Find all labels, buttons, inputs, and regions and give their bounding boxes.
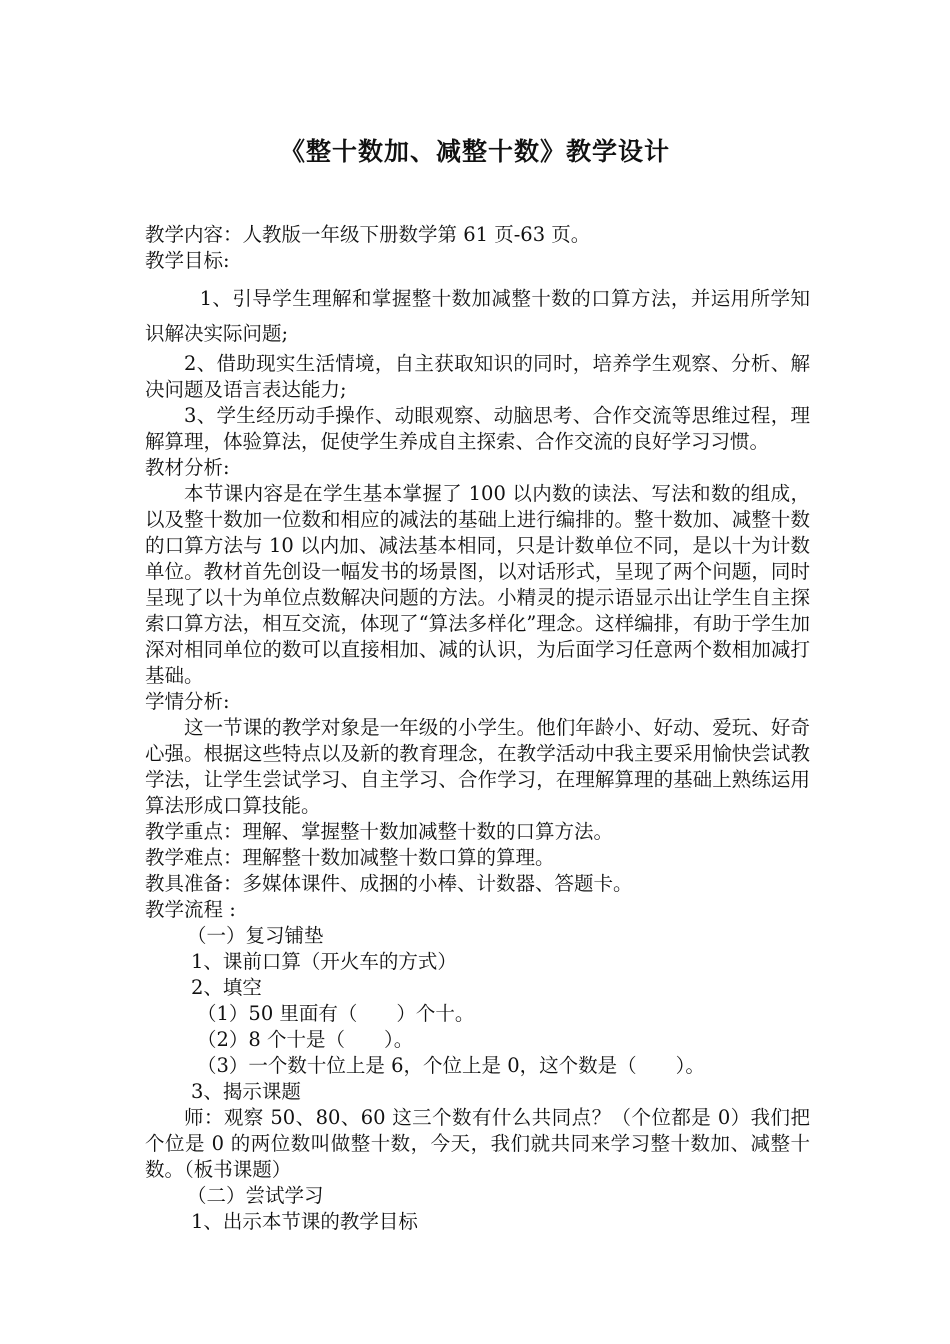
difficulty: 教学难点：理解整十数加减整十数口算的算理。	[145, 846, 555, 869]
fill-blank-3: （3）一个数十位上是 6，个位上是 0，这个数是（ ）。	[197, 1054, 705, 1077]
goal-item-3: 3、学生经历动手操作、动眼观察、动脑思考、合作交流等思维过程，理解算理，体验算法，促使学生养成自主探索、合作交流的良好学习习惯。	[145, 404, 810, 453]
section-review: （一）复习铺垫	[187, 924, 324, 947]
fill-blank-1: （1）50 里面有（ ）个十。	[197, 1002, 475, 1025]
students-heading: 学情分析:	[145, 690, 230, 713]
try-item-1: 1、出示本节课的教学目标	[191, 1210, 418, 1233]
material-heading: 教材分析:	[145, 456, 230, 479]
fill-blank-2: （2）8 个十是（ ）。	[197, 1028, 414, 1051]
process-heading: 教学流程 :	[145, 898, 236, 921]
document-body	[145, 222, 810, 1235]
goal-item-1: 1、引导学生理解和掌握整十数加减整十数的口算方法，并运用所学知识解决实际问题;	[145, 287, 810, 345]
teaching-goals-heading: 教学目标:	[145, 249, 230, 272]
material-paragraph: 本节课内容是在学生基本掌握了 100 以内数的读法、写法和数的组成，以及整十数加一位数和相应的减法的基础上进行编排的。整十数加、减整十数的口算方法与 10 以内加、减法基本相同，只是计数单位不同，是以十为计数单位。教材首先创设一幅发书的场景图，以对话形式，呈现了两个问题，同时呈现了以十为单位点数解决问题的方法。小精灵的提示语显示出让学生自主探索口算方法，相互交流，体现了“算法多样化”理念。这样编排，有助于学生加深对相同单位的数可以直接相加、减的认识，为后面学习任意两个数相加减打基础。	[145, 482, 810, 687]
goal-item-2: 2、借助现实生活情境，自主获取知识的同时，培养学生观察、分析、解决问题及语言表达能力;	[145, 352, 810, 401]
teaching-content: 教学内容：人教版一年级下册数学第 61 页-63 页。	[145, 223, 591, 246]
students-paragraph: 这一节课的教学对象是一年级的小学生。他们年龄小、好动、爱玩、好奇心强。根据这些特点以及新的教育理念，在教学活动中我主要采用愉快尝试教学法，让学生尝试学习、自主学习、合作学习，在理解算理的基础上熟练运用算法形成口算技能。	[145, 716, 810, 817]
review-item-1: 1、课前口算（开火车的方式）	[191, 950, 457, 973]
teaching-tools: 教具准备：多媒体课件、成捆的小棒、计数器、答题卡。	[145, 872, 633, 895]
teacher-paragraph: 师：观察 50、80、60 这三个数有什么共同点？（个位都是 0）我们把个位是 0 的两位数叫做整十数，今天，我们就共同来学习整十数加、减整十数。（板书课题）	[145, 1106, 810, 1181]
section-try-learning: （二）尝试学习	[187, 1184, 324, 1207]
document-title: 《整十数加、减整十数》教学设计	[279, 137, 670, 166]
review-item-2: 2、填空	[191, 976, 262, 999]
review-item-3: 3、揭示课题	[191, 1080, 301, 1103]
key-point: 教学重点：理解、掌握整十数加减整十数的口算方法。	[145, 820, 614, 843]
